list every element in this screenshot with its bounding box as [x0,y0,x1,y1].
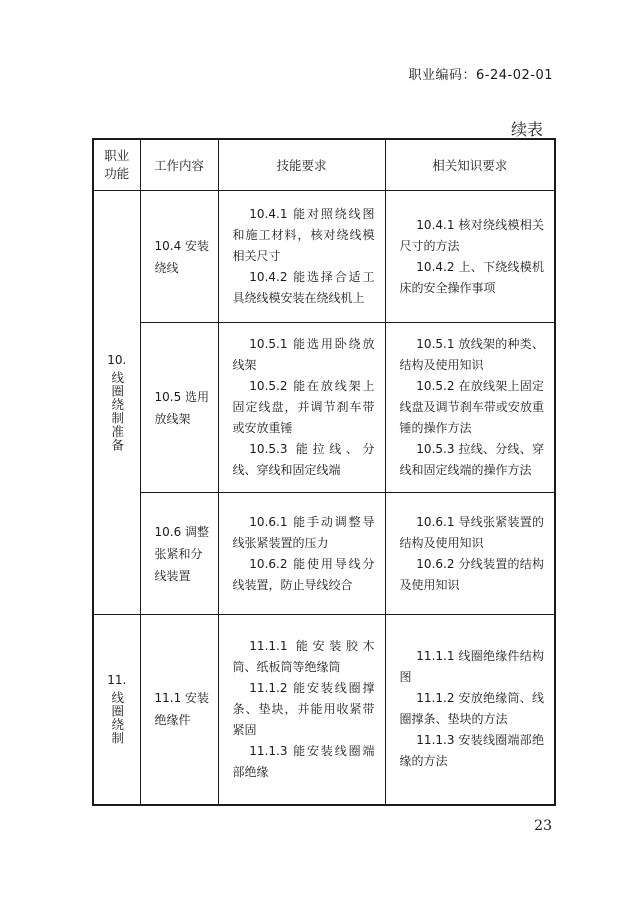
header-function: 职业功能 [93,139,140,191]
knowledge-item: 10.5.2 在放线架上固定线盘及调节刹车带或安放重锤的操作方法 [399,379,544,435]
domain-cell [93,191,140,615]
knowledge-item: 10.4.1 核对绕线模相关尺寸的方法 [399,217,544,253]
table-header-row [93,139,555,191]
knowledge-cell [385,323,555,493]
knowledge-item: 11.1.1 线圈绝缘件结构图 [399,649,544,685]
table-row [93,615,555,805]
header-knowledge: 相关知识要求 [385,139,555,191]
domain-name: 线圈绕制 [109,691,125,746]
continued-label: 续表 [510,120,543,139]
domain-cell [93,615,140,805]
work-content: 10.6 调整张紧和分线装置 [140,493,218,615]
skill-item: 10.5.2 能在放线架上固定线盘，并调节刹车带或安放重锤 [232,379,375,435]
skill-item: 11.1.2 能安装线圈撑条、垫块，并能用收紧带紧固 [232,680,375,737]
knowledge-cell [385,493,555,615]
table-row [93,493,555,615]
skill-item: 10.6.2 能使用导线分线装置，防止导线绞合 [232,556,375,592]
knowledge-item: 10.4.2 上、下绕线模机床的安全操作事项 [399,259,544,295]
skill-item: 10.6.1 能手动调整导线张紧装置的压力 [232,514,375,550]
table-row [93,191,555,323]
skills-cell [218,323,385,493]
domain-name: 线圈绕制准备 [109,371,125,452]
domain-number: 11. [107,673,127,688]
occupation-code: 职业编码：6-24-02-01 [408,68,553,83]
page-number: 23 [534,818,552,834]
knowledge-item: 11.1.3 安装线圈端部绝缘的方法 [399,733,544,769]
header-work: 工作内容 [140,139,218,191]
skill-item: 10.5.1 能选用卧绕放线架 [232,337,375,372]
knowledge-cell [385,615,555,805]
work-content: 10.5 选用放线架 [140,323,218,493]
table-row [93,323,555,493]
skill-item: 10.5.3 能拉线、分线、穿线和固定线端 [232,442,375,477]
header-skills: 技能要求 [218,139,385,191]
domain-number: 10. [107,353,127,367]
knowledge-item: 11.1.2 安放绝缘筒、线圈撑条、垫块的方法 [399,691,544,727]
skill-item: 10.4.1 能对照绕线图和施工材料，核对绕线模相关尺寸 [232,207,375,263]
knowledge-item: 10.5.1 放线架的种类、结构及使用知识 [399,337,544,372]
work-content: 11.1 安装绝缘件 [140,615,218,805]
knowledge-item: 10.5.3 拉线、分线、穿线和固定线端的操作方法 [399,442,544,477]
skill-item: 11.1.3 能安装线圈端部绝缘 [232,743,375,779]
knowledge-cell [385,191,555,323]
skills-table [92,138,556,806]
work-content: 10.4 安装绕线 [140,191,218,323]
knowledge-item: 10.6.2 分线装置的结构及使用知识 [399,556,544,592]
skill-item: 10.4.2 能选择合适工具绕线模安装在绕线机上 [232,270,375,305]
knowledge-item: 10.6.1 导线张紧装置的结构及使用知识 [399,514,544,550]
skills-cell [218,493,385,615]
skills-cell [218,191,385,323]
skills-cell [218,615,385,805]
skill-item: 11.1.1 能安装胶木筒、纸板筒等绝缘筒 [232,638,375,674]
